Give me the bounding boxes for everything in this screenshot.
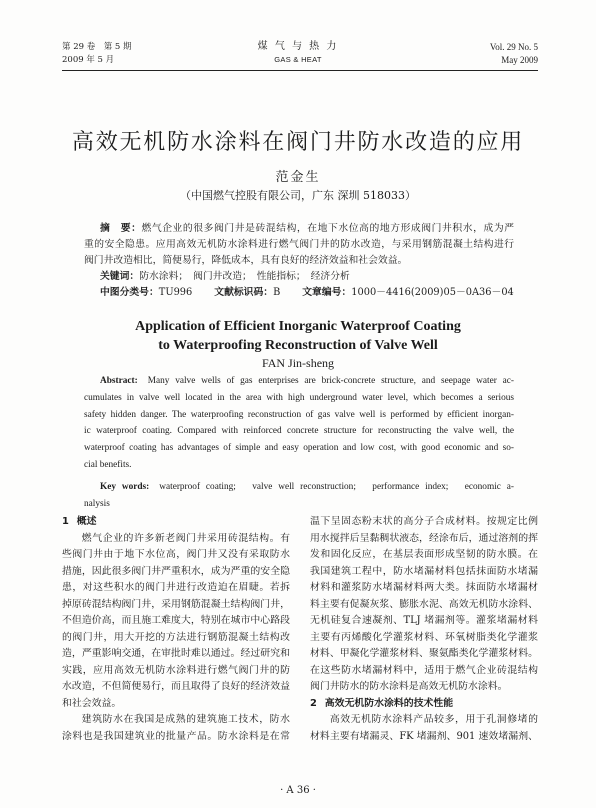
section-heading <box>310 696 538 713</box>
keywords-line-en: nalysis <box>84 499 110 509</box>
section-number: 1 <box>62 516 69 527</box>
abstract-line-en: cial benefits. <box>84 459 132 470</box>
body-text-line: 材料和灌浆防水堵漏材料两大类。抹面防水堵漏材 <box>310 582 538 593</box>
abstract-line-en: waterproof coating has advantages of simple and easy operation and low cost, with good economic and so- <box>84 443 514 454</box>
abstract-text-en: Many valve wells of gas enterprises are brick-concrete structure, and seepage water ac- <box>147 376 514 386</box>
body-text-line: 不但造价高，而且施工难度大，特别在城市中心路段 <box>62 615 290 626</box>
body-text-line: 无机硅复合速凝剂、TLJ 堵漏剂等。灌浆堵漏材料 <box>310 615 538 626</box>
abstract-line-en: ic waterproof coating. Compared with reinforced concrete structure for reconstructing the valve well, the <box>84 426 514 437</box>
body-text-line: 患，对这些积水的阀门井进行改造迫在眉睫。若拆 <box>62 582 290 593</box>
header-right <box>490 41 538 66</box>
body-text-line: 造，严重影响交通，在审批时难以通过。经过研究和 <box>62 648 290 659</box>
date-cn: 2009 年 5 月 <box>62 54 115 65</box>
body-text-line: 实践，应用高效无机防水涂料进行燃气阀门井的防 <box>62 664 290 676</box>
body-text-line: 高效无机防水涂料产品较多，用于孔洞修堵的 <box>329 714 538 725</box>
body-text-line: 发和固化反应，在基层表面形成坚韧的防水膜。在 <box>310 549 538 560</box>
journal-name-cn: 煤 气 与 热 力 <box>257 41 339 52</box>
title-line-en: Application of Efficient Inorganic Waterproof Coating <box>135 319 461 334</box>
title-line-en: to Waterproofing Reconstruction of Valve Well <box>158 338 438 353</box>
body-text-line: 我国建筑工程中，防水堵漏材料包括抹面防水堵漏 <box>310 565 538 577</box>
keywords-label-cn: 关键词： <box>100 271 140 282</box>
body-text-line: 温下呈固态粉末状的高分子合成材料。按规定比例 <box>310 516 538 527</box>
body-column-left <box>62 514 290 745</box>
volume-issue-en: Vol. 29 No. 5 <box>489 42 538 52</box>
body-text-line: 措施，因此很多阀门井严重积水，成为严重的安全隐 <box>62 565 290 577</box>
body-text-line: 材料、甲凝化学灌浆材料、聚氨酯类化学灌浆材料。 <box>310 648 538 659</box>
body-text-line: 建筑防水在我国是成熟的建筑施工技术，防水 <box>81 714 290 725</box>
page-number: · A 36 · <box>280 785 316 796</box>
article-id-label: 文章编号： <box>302 287 352 298</box>
keywords-text-en: waterproof coating; valve well reconstruction; performance index; economic a- <box>159 482 514 492</box>
body-text-line: 主要有丙烯酸化学灌浆材料、环氧树脂类化学灌浆 <box>310 631 538 643</box>
section-title: 高效无机防水涂料的技术性能 <box>324 697 454 709</box>
header-rule <box>62 70 538 71</box>
keywords-en <box>84 479 514 513</box>
body-text-line: 些阀门井由于地下水位高，阀门井又没有采取防水 <box>62 549 290 560</box>
abstract-line-en <box>84 373 514 390</box>
journal-name-en: GAS & HEAT <box>274 54 322 64</box>
abstract-line: 阀门井改造相比，简便易行，降低成本，具有良好的经济效益和社会效益。 <box>84 255 408 266</box>
abstract-line-en: cumulates in valve well located in the area with high underground water level, which becomes a serious <box>84 392 514 403</box>
doc-code: B <box>273 287 281 298</box>
abstract-label-cn: 摘 要： <box>100 223 142 234</box>
section-number: 2 <box>310 697 317 709</box>
clc-label: 中图分类号： <box>100 287 159 298</box>
body-text-line: 用水搅拌后呈黏稠状液态，经涂布后，通过溶剂的挥 <box>310 532 538 544</box>
abstract-text: 燃气企业的很多阀门井是砖混结构，在地下水位高的地方形成阀门井积水，成为严 <box>141 223 515 234</box>
body-column-right <box>310 514 538 745</box>
classification-line <box>84 285 514 301</box>
volume-issue-cn: 第 29 卷 第 5 期 <box>62 42 132 52</box>
keywords-label-en: Key words: <box>100 482 150 492</box>
body-text-line: 料主要有促凝灰浆、膨胀水泥、高效无机防水涂料、 <box>310 598 538 610</box>
body-text-line: 涂料也是我国建筑业的批量产品。防水涂料是在常 <box>62 730 290 742</box>
abstract-line-en: safety hidden danger. The waterproofing reconstruction of gas valve well is performed by efficient inorgan- <box>84 409 514 420</box>
abstract-cn <box>84 221 514 301</box>
abstract-en <box>84 373 514 474</box>
body-text-line: 材料主要有堵漏灵、FK 堵漏剂、901 速效堵漏剂、 <box>310 730 538 742</box>
doc-code-label: 文献标识码： <box>214 287 274 298</box>
abstract-label-en: Abstract: <box>100 376 138 386</box>
body-text-line: 的阀门井，用大开挖的方法进行钢筋混凝土结构改 <box>62 631 290 643</box>
article-id: 1000－4416(2009)05－0A36－04 <box>351 287 514 298</box>
author-cn: 范金生 <box>275 170 321 185</box>
body-text-line: 水改造，不但简便易行，而且取得了良好的经济效益 <box>62 681 290 692</box>
keywords-text-cn: 防水涂料； 阀门井改造； 性能指标； 经济分析 <box>139 271 350 282</box>
affiliation-cn: （中国燃气控股有限公司，广东 深圳 518033） <box>180 189 416 202</box>
body-text-line: 和社会效益。 <box>62 697 122 709</box>
keywords-cn <box>84 269 514 285</box>
clc-code: TU996 <box>158 287 193 298</box>
section-title: 概述 <box>76 516 97 527</box>
body-text-line: 在这些防水堵漏材料中，适用于燃气企业砖混结构 <box>310 664 538 676</box>
paper-title-en <box>0 317 596 355</box>
abstract-line: 重的安全隐患。应用高效无机防水涂料进行燃气阀门井的防水改造，与采用钢筋混凝土结构进行 <box>84 239 514 250</box>
date-en: May 2009 <box>501 54 538 65</box>
abstract-line <box>84 221 514 237</box>
author-en: FAN Jin-sheng <box>261 356 335 370</box>
paper-title-cn: 高效无机防水涂料在阀门井防水改造的应用 <box>71 130 525 155</box>
section-heading <box>62 514 290 531</box>
body-text-line: 掉原砖混结构阀门井，采用钢筋混凝土结构阀门井， <box>62 598 290 610</box>
body-text-line: 阀门井防水的防水涂料是高效无机防水涂料。 <box>310 681 508 692</box>
keywords-line-en <box>84 479 514 496</box>
body-text-line: 燃气企业的许多新老阀门井采用砖混结构。有 <box>81 532 290 544</box>
